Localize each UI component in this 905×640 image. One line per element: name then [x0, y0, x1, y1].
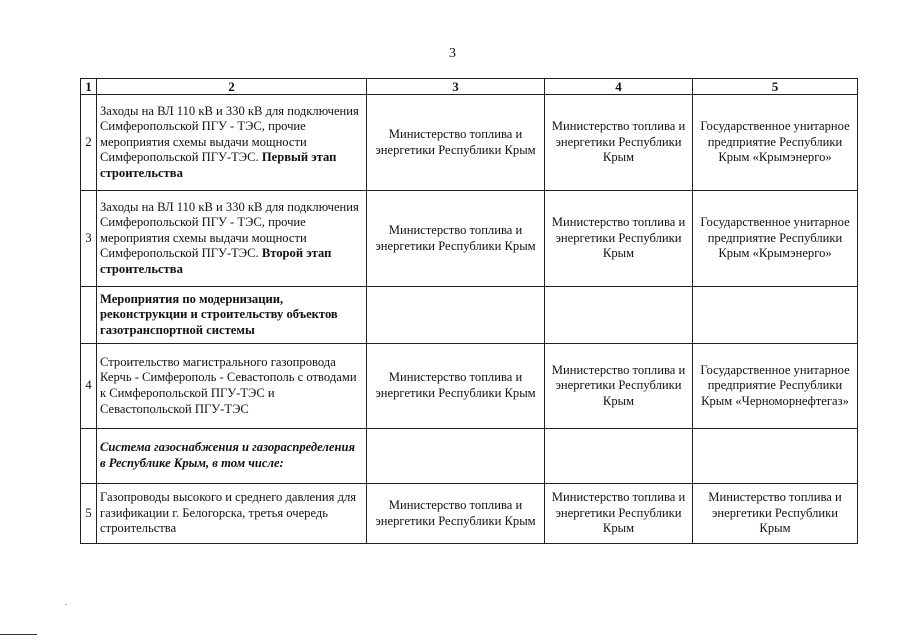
- implementing-organization: [693, 429, 858, 484]
- implementing-organization: Государственное унитарное предприятие Республики Крым «Черноморнефтегаз»: [693, 344, 858, 429]
- measure-stage: Первый этап строительства: [100, 150, 337, 180]
- implementing-organization: Государственное унитарное предприятие Республики Крым «Крымэнерго»: [693, 191, 858, 287]
- scan-speck: [65, 604, 67, 605]
- header-col-1: 1: [81, 79, 97, 95]
- row-number: 3: [81, 191, 97, 287]
- measure-stage: Второй этап строительства: [100, 246, 332, 276]
- co-executor: [545, 429, 693, 484]
- table-section-row: [81, 287, 858, 344]
- measures-table: [80, 78, 858, 544]
- row-number: [81, 287, 97, 344]
- co-executor: Министерство топлива и энергетики Республики Крым: [545, 344, 693, 429]
- page-number: 3: [449, 46, 456, 61]
- measure-name-text: Заходы на ВЛ 110 кВ и 330 кВ для подключения Симферопольской ПГУ - ТЭС, прочие мероприятия схемы выдачи мощности Симферопольской ПГУ-ТЭС.: [100, 199, 359, 261]
- measure-name: [97, 191, 367, 287]
- header-col-2: 2: [97, 79, 367, 95]
- co-executor: Министерство топлива и энергетики Республики Крым: [545, 484, 693, 544]
- measure-name: Газопроводы высокого и среднего давления для газификации г. Белогорска, третья очередь строительства: [97, 484, 367, 544]
- responsible-executor: [367, 429, 545, 484]
- responsible-executor: Министерство топлива и энергетики Республики Крым: [367, 344, 545, 429]
- responsible-executor: Министерство топлива и энергетики Республики Крым: [367, 484, 545, 544]
- implementing-organization: [693, 287, 858, 344]
- measure-name: Строительство магистрального газопровода Керчь - Симферополь - Севастополь с отводами к Симферопольской ПГУ-ТЭС и Севастопольской ПГУ-ТЭС: [97, 344, 367, 429]
- header-col-3: 3: [367, 79, 545, 95]
- row-number: [81, 429, 97, 484]
- header-col-4: 4: [545, 79, 693, 95]
- table-row: [81, 344, 858, 429]
- responsible-executor: Министерство топлива и энергетики Республики Крым: [367, 95, 545, 191]
- row-number: 2: [81, 95, 97, 191]
- table-row: [81, 484, 858, 544]
- measure-name: [97, 95, 367, 191]
- table-section-row: [81, 429, 858, 484]
- responsible-executor: Министерство топлива и энергетики Республики Крым: [367, 191, 545, 287]
- measure-name-text: Заходы на ВЛ 110 кВ и 330 кВ для подключения Симферопольской ПГУ - ТЭС, прочие мероприятия схемы выдачи мощности Симферопольской ПГУ-ТЭС.: [100, 103, 359, 165]
- header-col-5: 5: [693, 79, 858, 95]
- table-row: [81, 191, 858, 287]
- row-number: 4: [81, 344, 97, 429]
- co-executor: [545, 287, 693, 344]
- implementing-organization: Государственное унитарное предприятие Республики Крым «Крымэнерго»: [693, 95, 858, 191]
- section-heading: Система газоснабжения и газораспределения в Республике Крым, в том числе:: [97, 429, 367, 484]
- table-row: [81, 95, 858, 191]
- footnote-rule: [0, 634, 37, 635]
- responsible-executor: [367, 287, 545, 344]
- co-executor: Министерство топлива и энергетики Республики Крым: [545, 191, 693, 287]
- section-heading: Мероприятия по модернизации, реконструкции и строительству объектов газотранспортной системы: [97, 287, 367, 344]
- co-executor: Министерство топлива и энергетики Республики Крым: [545, 95, 693, 191]
- implementing-organization: Министерство топлива и энергетики Республики Крым: [693, 484, 858, 544]
- table-header-row: [81, 79, 858, 95]
- row-number: 5: [81, 484, 97, 544]
